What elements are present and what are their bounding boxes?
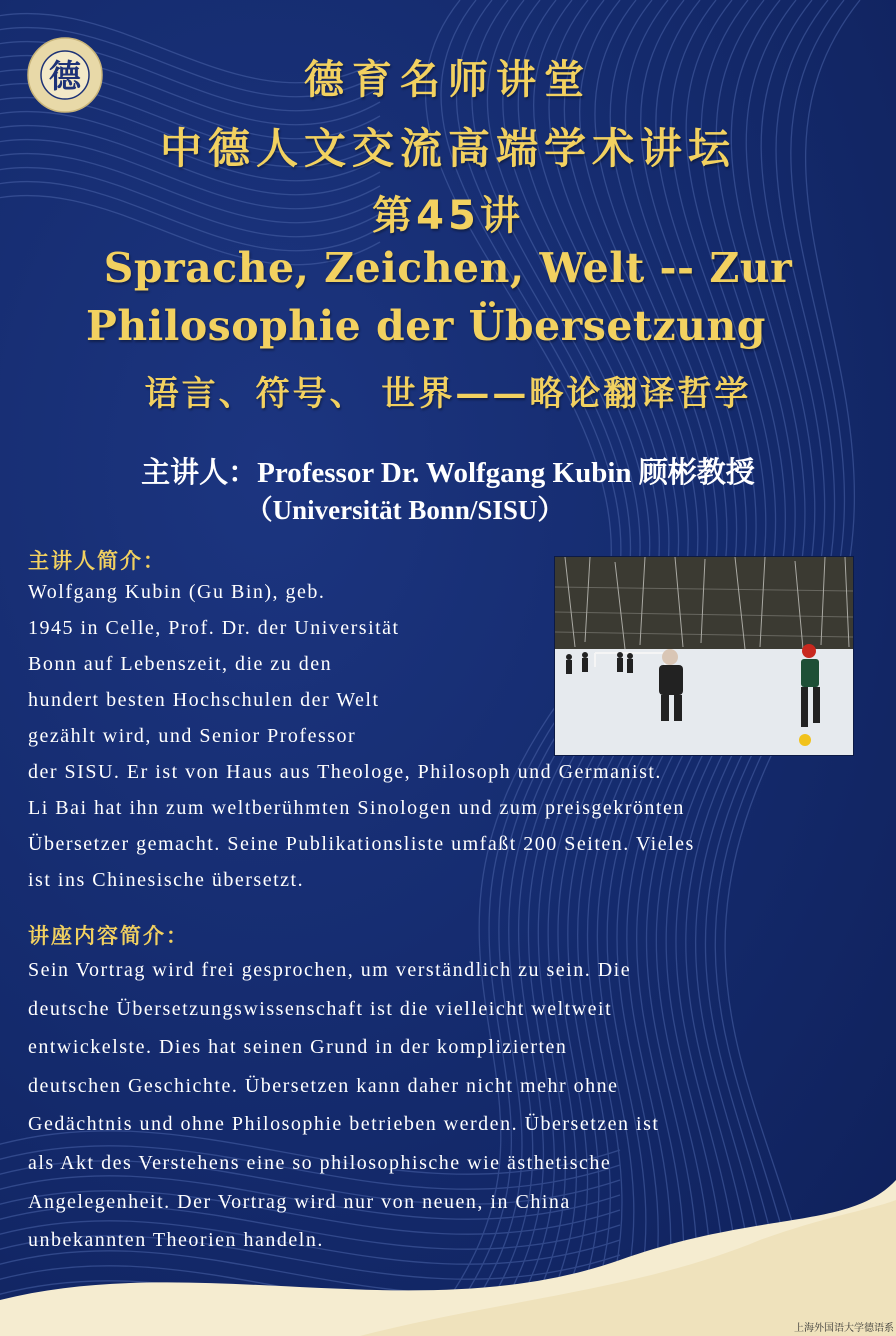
lecture-line: Sein Vortrag wird frei gesprochen, um verständlich zu sein. Die <box>28 959 632 981</box>
lecture-number: 第45讲 <box>372 193 524 239</box>
speaker-affiliation: （Universität Bonn/SISU） <box>245 495 565 525</box>
lecture-title-cn: 语言、符号、 世界——略论翻译哲学 <box>144 374 752 414</box>
lecture-title-de-line2: Philosophie der Übersetzung <box>86 302 766 350</box>
lecture-heading: 讲座内容简介： <box>28 924 189 948</box>
footer-watermark: 上海外国语大学德语系 <box>794 1323 894 1334</box>
lecture-line: Gedächtnis und ohne Philosophie betrieben werden. Übersetzen ist <box>28 1113 660 1136</box>
logo-glyph: 德 <box>48 57 82 95</box>
lecture-line: deutsche Übersetzungswissenschaft ist die vielleicht weltweit <box>28 997 613 1020</box>
bio-line: der SISU. Er ist von Haus aus Theologe, Philosoph und Germanist. <box>28 761 662 783</box>
bio-line: ist ins Chinesische übersetzt. <box>28 869 305 891</box>
speaker-name: 主讲人：Professor Dr. Wolfgang Kubin 顾彬教授 <box>141 457 755 489</box>
forum-title: 中德人文交流高端学术讲坛 <box>159 124 736 173</box>
lecture-line: unbekannten Theorien handeln. <box>28 1229 324 1252</box>
lecture-line: deutschen Geschichte. Übersetzen kann daher nicht mehr ohne <box>28 1074 619 1097</box>
bio-line: Bonn auf Lebenszeit, die zu den <box>28 653 333 675</box>
bio-line: Übersetzer gemacht. Seine Publikationsliste umfaßt 200 Seiten. Vieles <box>28 833 695 855</box>
bio-line: gezählt wird, und Senior Professor <box>28 725 357 747</box>
lecture-line: als Akt des Verstehens eine so philosophische wie ästhetische <box>28 1152 612 1174</box>
series-title: 德育名师讲堂 <box>304 57 592 103</box>
bio-line: 1945 in Celle, Prof. Dr. der Universität <box>28 617 400 639</box>
lecture-line: Angelegenheit. Der Vortrag wird nur von neuen, in China <box>28 1190 571 1213</box>
lecture-line: entwickelste. Dies hat seinen Grund in der komplizierten <box>28 1036 568 1059</box>
bio-line: Wolfgang Kubin (Gu Bin), geb. <box>28 581 326 603</box>
lecture-title-de-line1: Sprache, Zeichen, Welt -- Zur <box>103 244 793 292</box>
speaker-photo <box>554 556 854 756</box>
bio-line: hundert besten Hochschulen der Welt <box>28 689 380 711</box>
bio-heading: 主讲人简介： <box>28 549 166 573</box>
bio-line: Li Bai hat ihn zum weltberühmten Sinologen und zum preisgekrönten <box>28 797 685 819</box>
